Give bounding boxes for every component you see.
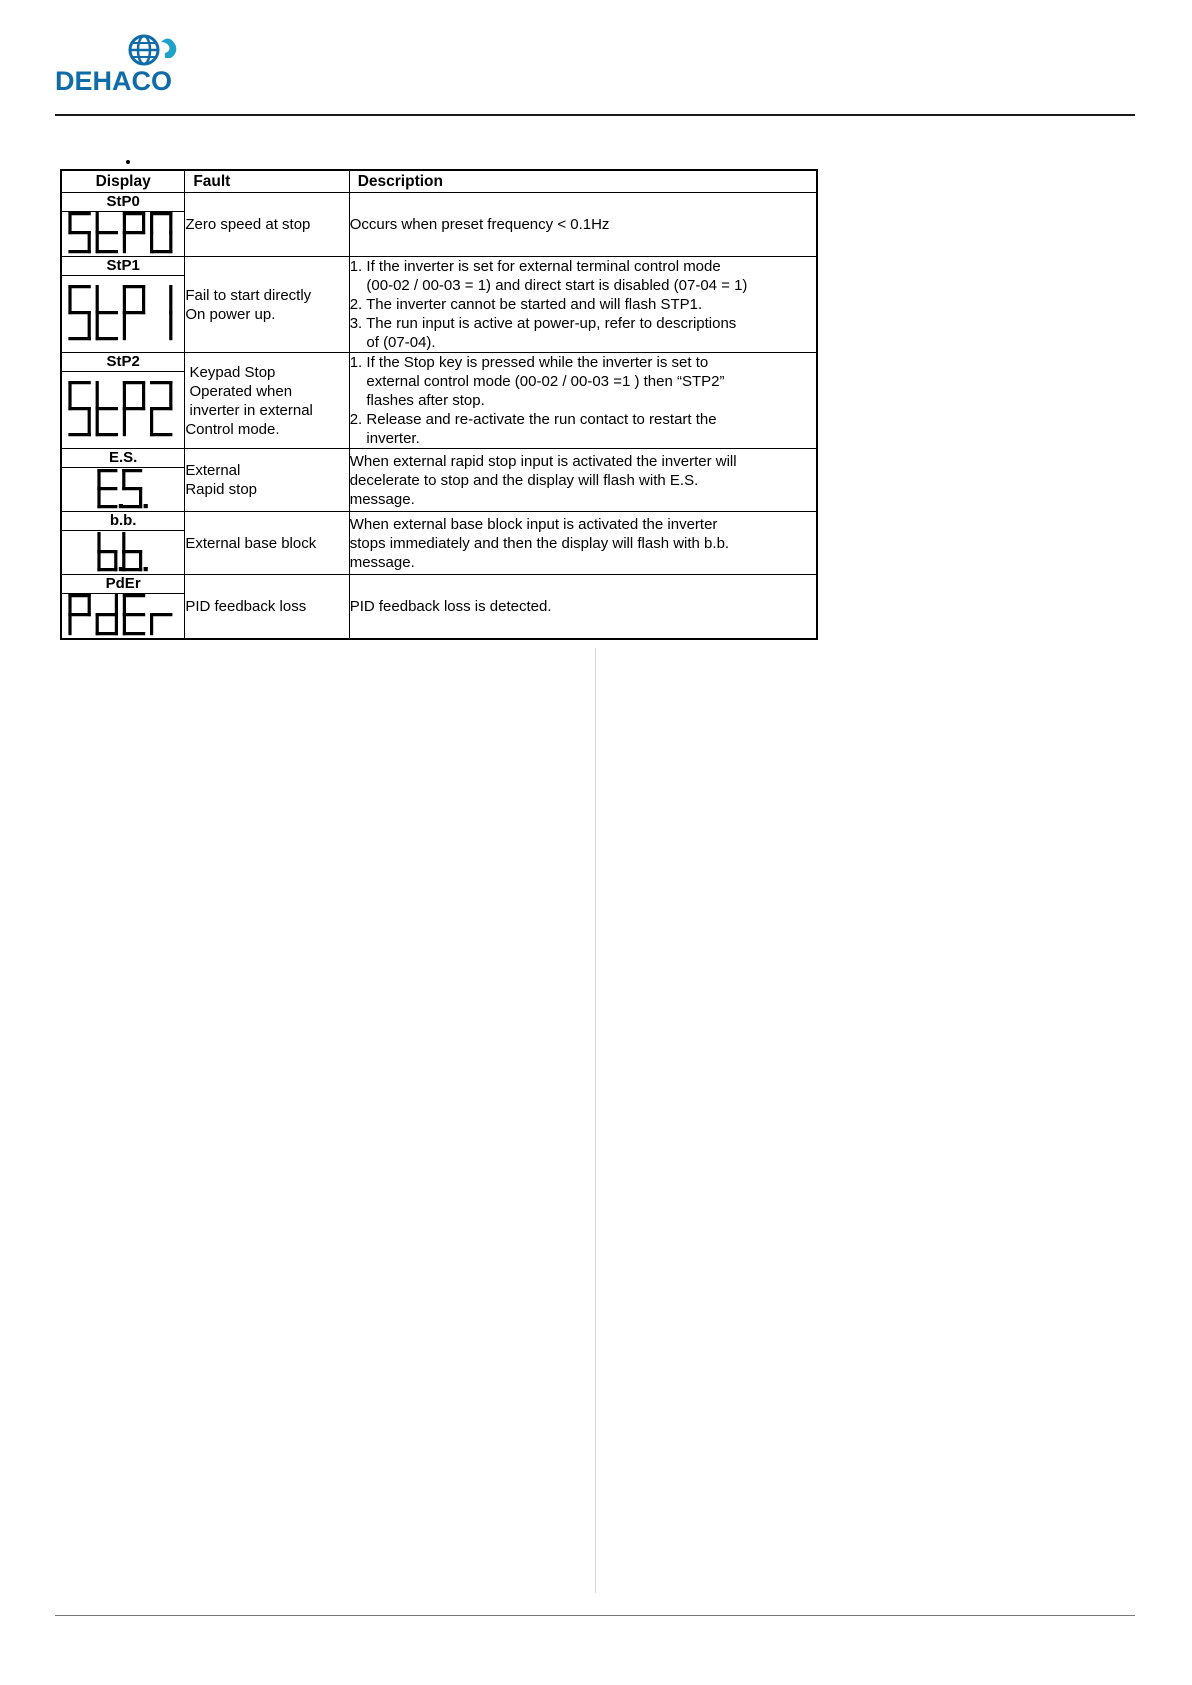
segment-digit-0 <box>151 214 170 252</box>
description-cell <box>349 257 817 353</box>
description-text: 1. If the Stop key is pressed while the inverter is set to <box>349 354 709 371</box>
fault-cell <box>185 575 349 640</box>
segment-digit-t <box>97 214 116 252</box>
fault-text: On power up. <box>185 305 276 323</box>
seven-segment-display <box>67 212 180 255</box>
display-code: b.b. <box>62 512 184 531</box>
description-cell <box>349 353 817 449</box>
segment-digit-2 <box>151 383 170 435</box>
fault-cell <box>185 257 349 353</box>
description-cell <box>349 193 817 257</box>
description-text: When external rapid stop input is activated the inverter will <box>349 452 737 470</box>
table-row <box>61 257 817 353</box>
header-rule <box>55 114 1135 116</box>
fault-text: PID feedback loss <box>185 598 307 615</box>
fault-text: inverter in external <box>185 401 313 419</box>
description-text: (00-02 / 00-03 = 1) and direct start is disabled (07-04 = 1) <box>349 277 748 294</box>
segment-digit-S <box>124 471 148 509</box>
segment-digit-S <box>70 287 89 339</box>
segment-digit-t <box>97 287 116 339</box>
segment-digit-r <box>151 615 170 634</box>
segment-digit-t <box>97 383 116 435</box>
table-row <box>61 353 817 449</box>
segment-digit-d <box>97 596 116 634</box>
display-code: PdEr <box>62 575 184 594</box>
description-cell <box>349 575 817 640</box>
description-text: decelerate to stop and the display will flash with E.S. <box>349 471 699 489</box>
table-header-row <box>61 170 817 193</box>
fault-table <box>60 169 818 640</box>
table-row <box>61 512 817 575</box>
table-row <box>61 193 817 257</box>
fault-text: Control mode. <box>185 420 280 438</box>
description-text: message. <box>349 553 415 571</box>
display-cell <box>61 449 185 512</box>
seven-segment-display <box>67 594 180 637</box>
segment-digit-b <box>124 534 148 572</box>
segment-digit-E <box>124 596 143 634</box>
segment-digit-S <box>70 214 89 252</box>
seven-segment-display <box>67 381 180 438</box>
display-code: E.S. <box>62 449 184 468</box>
fault-text: External <box>185 462 241 479</box>
segment-digit-S <box>70 383 89 435</box>
description-text: When external base block input is activated the inverter <box>349 515 718 533</box>
table-row <box>61 449 817 512</box>
description-text: inverter. <box>349 430 420 447</box>
fault-text: Fail to start directly <box>185 286 312 304</box>
description-text: 3. The run input is active at power-up, refer to descriptions <box>349 315 737 332</box>
seven-segment-display <box>96 469 150 510</box>
header-display: Display <box>61 170 185 193</box>
description-cell <box>349 449 817 512</box>
header-fault: Fault <box>185 170 349 193</box>
display-code: StP0 <box>62 193 184 212</box>
fault-text: Zero speed at stop <box>185 216 311 233</box>
display-code: StP1 <box>62 257 184 276</box>
description-text: of (07-04). <box>349 334 436 351</box>
description-text: 2. The inverter cannot be started and will flash STP1. <box>349 296 703 313</box>
fault-text: Rapid stop <box>185 481 258 498</box>
fault-cell <box>185 449 349 512</box>
seven-segment-display <box>67 285 180 342</box>
description-text: PID feedback loss is detected. <box>349 598 552 615</box>
display-cell <box>61 575 185 640</box>
description-cell <box>349 512 817 575</box>
seven-segment-display <box>96 532 150 573</box>
segment-digit-P <box>70 596 89 634</box>
fault-text: Keypad Stop <box>185 363 276 381</box>
display-cell <box>61 193 185 257</box>
segment-digit-P <box>124 383 143 435</box>
segment-digit-b <box>99 534 123 572</box>
header-description: Description <box>349 170 817 193</box>
description-text: Occurs when preset frequency < 0.1Hz <box>349 216 610 233</box>
footer-rule <box>55 1615 1135 1616</box>
description-text: stops immediately and then the display will flash with b.b. <box>349 534 730 552</box>
display-cell <box>61 512 185 575</box>
segment-digit-P <box>124 214 143 252</box>
display-cell <box>61 257 185 353</box>
brand-wordmark: DEHACO <box>55 66 173 96</box>
description-text: flashes after stop. <box>349 392 485 409</box>
column-divider <box>595 648 596 1593</box>
description-text: message. <box>349 490 415 508</box>
segment-digit-E <box>99 471 123 509</box>
fault-text: Operated when <box>185 382 293 400</box>
stray-dot <box>126 160 130 164</box>
description-text: 1. If the inverter is set for external terminal control mode <box>349 258 721 275</box>
dehaco-logo <box>55 32 185 94</box>
display-code: StP2 <box>62 353 184 372</box>
table-row <box>61 575 817 640</box>
description-text: external control mode (00-02 / 00-03 =1 ) then “STP2” <box>349 373 725 390</box>
globe-logo-icon <box>125 32 181 68</box>
fault-text: External base block <box>185 534 317 552</box>
segment-digit-P <box>124 287 143 339</box>
description-text: 2. Release and re-activate the run contact to restart the <box>349 411 717 428</box>
fault-cell <box>185 353 349 449</box>
fault-cell <box>185 512 349 575</box>
display-cell <box>61 353 185 449</box>
fault-cell <box>185 193 349 257</box>
